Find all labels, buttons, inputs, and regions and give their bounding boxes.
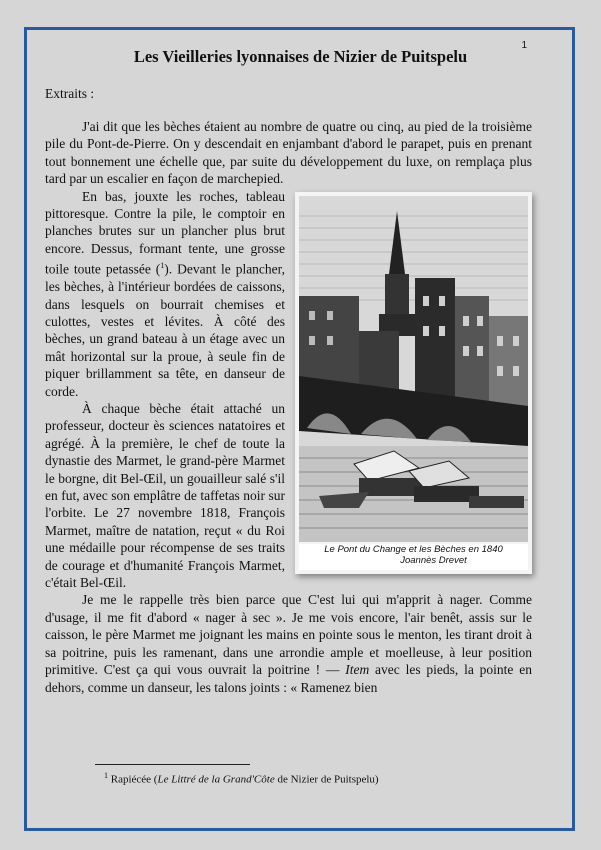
engraving-figure [295,192,532,574]
footnote-number: 1 [104,771,108,780]
caption-author: Joannès Drevet [400,554,467,566]
paragraph-4: Je me le rappelle très bien parce que C'est lui qui m'apprit à nager. Comme d'usage, il me fit d'abord « nager à sec ». Je me vois encore, l'air benêt, assis sur le caisson, le père Marmet me joignant les mains en pointe sous le menton, les tirant droit à sa poitrine, puis les ramenant, dans une arrondie ample et moelleuse, à leur position primitive. C'est ça qui vous ouvrait la poitrine ! — Item avec les pieds, la pointe en dehors, comme un danseur, les talons joints : « Ramenez bien [45,592,532,695]
body-text [45,118,532,696]
document-title: Les Vieilleries lyonnaises de Nizier de Puitspelu [133,47,468,66]
footnote-reference: 1 [160,261,165,271]
paragraph-1: J'ai dit que les bèches étaient au nombre de quatre ou cinq, au pied de la troisième pile du Pont-de-Pierre. On y descendait en enjambant d'abord le parapet, puis en prenant tout bonnement une échelle que, par suite du développement du luxe, on remplaça plus tard par un escalier en façon de marchepied. [45,119,532,187]
paragraph-3: À chaque bèche était attaché un professeur, docteur ès sciences natatoires et agrégé. À la première, le chef de toute la dynastie des Marmet, le grand-père Marmet le borgne, dit Bel-Œil, un gouailleur salé s'il en fut, avec son emplâtre de taffetas noir sur l'orbite. Le 27 novembre 1818, François Marmet, maître de natation, reçut « du Roi une médaille pour récompense de ses traits de courage et d'humanité François Marmet, c'était Bel-Œil. [45,401,285,591]
page-number: 1 [521,40,527,51]
intro-label: Extraits : [45,86,95,101]
footnote: $^1$ Rapiécée (Le Littré de la Grand'Côte de Nizier de Puitspelu) [104,771,379,786]
caption-title: Le Pont du Change et les Bèches en 1840 [324,543,503,555]
figure-caption [299,544,528,570]
engraving-illustration [299,196,528,542]
footnote-separator [95,764,250,765]
paragraph-2: En bas, jouxte les roches, tableau pittoresque. Contre la pile, le comptoir en planches brutes sur un plancher plus brut encore. Dessus, formant tente, une grosse toile toute petassée ($^1$). Devant le plancher, les bèches, à l'intérieur bordées de caissons, dans lesquels on bourrait chemises et culottes, vestes et lévites. À côté des bèches, un grand bateau à un étage avec un mât horizontal sur la proue, à seule fin de piquer brillamment sa tête, en danseur de corde. [45,188,285,399]
